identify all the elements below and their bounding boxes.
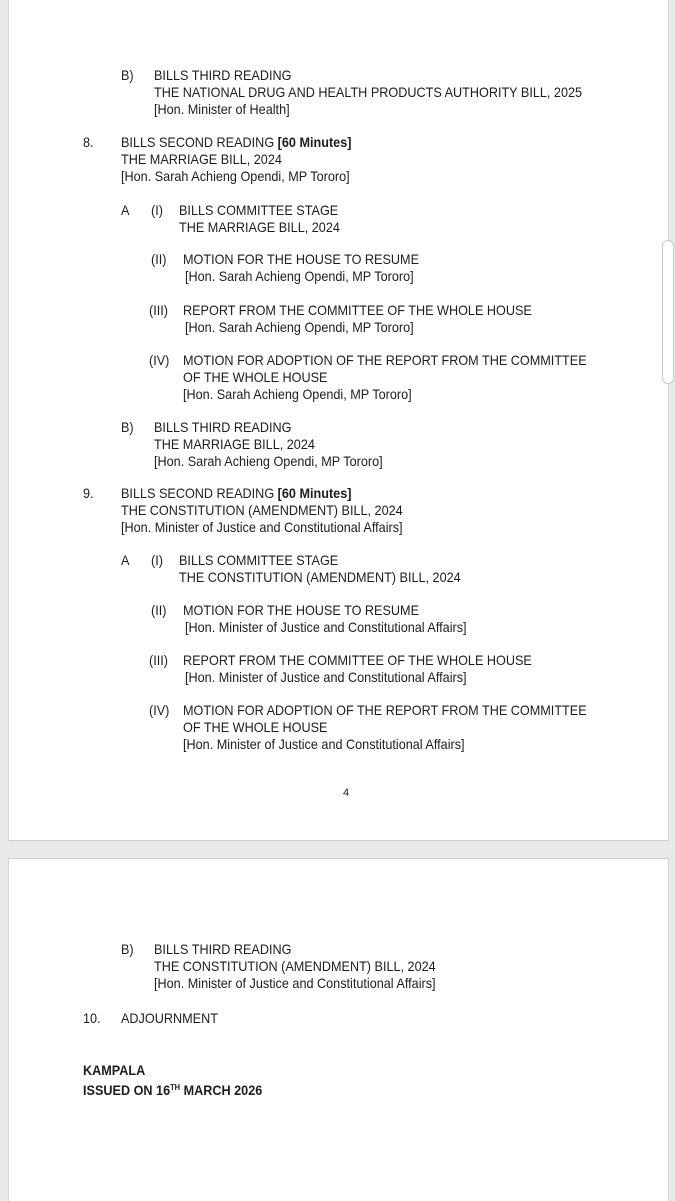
- item-title: BILLS SECOND READING [60 Minutes]: [121, 486, 352, 501]
- item-number: 8.: [83, 135, 94, 150]
- mover: [Hon. Minister of Justice and Constitutional Affairs]: [185, 670, 467, 685]
- stage-label: (II): [151, 603, 167, 618]
- item-number: 9.: [83, 486, 94, 501]
- sub-item-label: A: [121, 553, 130, 568]
- stage-title: BILLS COMMITTEE STAGE: [179, 203, 339, 218]
- stage-title: MOTION FOR ADOPTION OF THE REPORT FROM THE COMMITTEE: [183, 703, 587, 718]
- item-number: 10.: [83, 1011, 101, 1026]
- stage-label: (I): [151, 553, 163, 568]
- mover: [Hon. Sarah Achieng Opendi, MP Tororo]: [185, 269, 414, 284]
- item-duration: [60 Minutes]: [277, 486, 352, 501]
- mover: [Hon. Minister of Justice and Constitutional Affairs]: [183, 737, 465, 752]
- sub-item-label: A: [121, 203, 130, 218]
- mover: [Hon. Sarah Achieng Opendi, MP Tororo]: [183, 387, 412, 402]
- stage-label: (III): [149, 303, 168, 318]
- bill-name: THE CONSTITUTION (AMENDMENT) BILL, 2024: [154, 959, 436, 974]
- stage-title: MOTION FOR THE HOUSE TO RESUME: [183, 603, 420, 618]
- mover: [Hon. Minister of Health]: [154, 102, 290, 117]
- page-number: 4: [343, 787, 350, 799]
- bill-name: THE MARRIAGE BILL, 2024: [121, 152, 282, 167]
- mover: [Hon. Sarah Achieng Opendi, MP Tororo]: [121, 169, 350, 184]
- issued-date: ISSUED ON 16TH MARCH 2026: [83, 1083, 263, 1098]
- mover: [Hon. Minister of Justice and Constitutional Affairs]: [154, 976, 436, 991]
- stage-label: (IV): [149, 353, 170, 368]
- stage-label: (IV): [149, 703, 170, 718]
- sub-item-title: BILLS THIRD READING: [154, 68, 292, 83]
- stage-label: (III): [149, 653, 168, 668]
- mover: [Hon. Sarah Achieng Opendi, MP Tororo]: [185, 320, 414, 335]
- bill-name: THE CONSTITUTION (AMENDMENT) BILL, 2024: [179, 570, 461, 585]
- place: KAMPALA: [83, 1063, 146, 1078]
- sub-item-label: B): [121, 420, 134, 435]
- document-page-5: [8, 858, 669, 1201]
- bill-name: THE MARRIAGE BILL, 2024: [179, 220, 340, 235]
- stage-title: REPORT FROM THE COMMITTEE OF THE WHOLE HOUSE: [183, 303, 532, 318]
- stage-label: (I): [151, 203, 163, 218]
- bill-name: THE CONSTITUTION (AMENDMENT) BILL, 2024: [121, 503, 403, 518]
- stage-title-cont: OF THE WHOLE HOUSE: [183, 720, 328, 735]
- stage-title: BILLS COMMITTEE STAGE: [179, 553, 339, 568]
- item-duration: [60 Minutes]: [277, 135, 352, 150]
- bill-name: THE MARRIAGE BILL, 2024: [154, 437, 315, 452]
- sub-item-title: BILLS THIRD READING: [154, 942, 292, 957]
- stage-title: REPORT FROM THE COMMITTEE OF THE WHOLE HOUSE: [183, 653, 532, 668]
- document-page-4: [8, 0, 669, 841]
- sub-item-title: BILLS THIRD READING: [154, 420, 292, 435]
- mover: [Hon. Sarah Achieng Opendi, MP Tororo]: [154, 454, 383, 469]
- stage-title: MOTION FOR ADOPTION OF THE REPORT FROM THE COMMITTEE: [183, 353, 587, 368]
- stage-title: MOTION FOR THE HOUSE TO RESUME: [183, 252, 420, 267]
- stage-label: (II): [151, 252, 167, 267]
- mover: [Hon. Minister of Justice and Constitutional Affairs]: [185, 620, 467, 635]
- stage-title-cont: OF THE WHOLE HOUSE: [183, 370, 328, 385]
- item-title: ADJOURNMENT: [121, 1011, 218, 1026]
- sub-item-label: B): [121, 942, 134, 957]
- item-title: BILLS SECOND READING [60 Minutes]: [121, 135, 352, 150]
- bill-name: THE NATIONAL DRUG AND HEALTH PRODUCTS AUTHORITY BILL, 2025: [154, 85, 583, 100]
- scroll-handle[interactable]: [662, 240, 674, 384]
- sub-item-label: B): [121, 68, 134, 83]
- mover: [Hon. Minister of Justice and Constitutional Affairs]: [121, 520, 403, 535]
